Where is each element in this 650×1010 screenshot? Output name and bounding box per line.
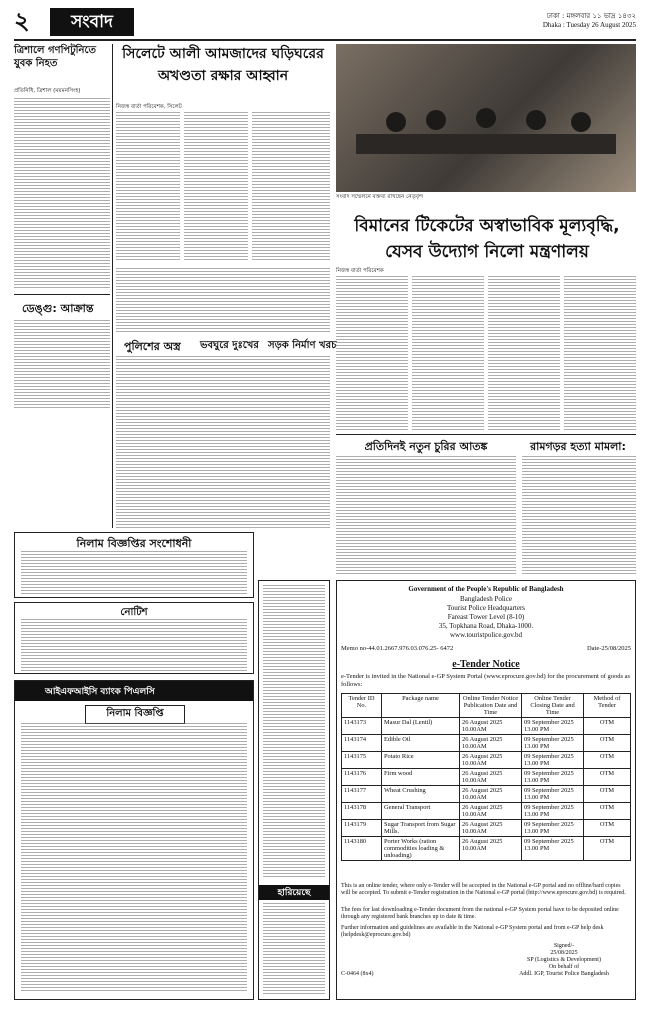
tender-id: 1143175	[342, 752, 382, 769]
bank-name: আইএফআইসি ব্যাংক পিএলসি	[45, 687, 155, 697]
tender-method: OTM	[584, 803, 631, 820]
notice-body	[21, 551, 247, 595]
missing-notice	[258, 580, 330, 1000]
address-line1: Fareast Tower Level (8-10)	[447, 613, 525, 621]
signatory: SP (Logistics & Development)	[527, 957, 601, 963]
divider	[336, 434, 636, 435]
main-headline-line2: অখণ্ডতা রক্ষার আহ্বান	[157, 68, 289, 84]
table-row	[342, 769, 631, 786]
memo-number: Memo no-44.01.2667.976.03.076.25- 6472	[341, 645, 454, 652]
byline: প্রতিনিধি, ত্রিশাল (ময়মনসিংহ)	[14, 88, 81, 94]
closing-date: 09 September 2025 13.00 PM	[522, 803, 584, 820]
tender-method: OTM	[584, 820, 631, 837]
publication-date: 26 August 2025 10.00AM	[460, 752, 522, 769]
ramgarh-headline: রামগড়র হত্যা মামলা:	[530, 440, 626, 453]
tender-id: 1143176	[342, 769, 382, 786]
lead-body	[564, 276, 636, 430]
package-name: Edible Oil	[382, 735, 460, 752]
column-header: Method of Tender	[584, 694, 631, 718]
package-name: Potato Rice	[382, 752, 460, 769]
notice-title: নিলাম বিজ্ঞপ্তির সংশোধনী	[76, 537, 192, 550]
lead-body	[336, 276, 408, 430]
newspaper-logo: সংবাদ	[50, 8, 134, 36]
column-header: Online Tender Closing Date and Time	[522, 694, 584, 718]
publication-date: 26 August 2025 10.00AM	[460, 735, 522, 752]
tender-id: 1143180	[342, 837, 382, 861]
publication-date: 26 August 2025 10.00AM	[460, 803, 522, 820]
notice-box	[14, 602, 254, 674]
lead-byline: নিজস্ব বার্তা পরিবেশক	[336, 268, 384, 274]
main-story-byline: নিজস্ব বার্তা পরিবেশক, সিলেট	[116, 104, 182, 110]
publication-date: 26 August 2025 10.00AM	[460, 786, 522, 803]
main-story-body	[252, 112, 330, 262]
missing-body	[263, 585, 325, 879]
tender-id: 1143178	[342, 803, 382, 820]
main-headline-line1: সিলেটে আলী আমজাদের ঘড়িঘরের	[122, 46, 324, 62]
tender-note: Further information and guidelines are available in the National e-GP System portal and from e-GP help desk (helpdesk@eprocure.gov.bd)	[341, 925, 604, 938]
theft-headline: প্রতিদিনই নতুন চুরির আতঙ্ক	[364, 440, 488, 453]
tender-method: OTM	[584, 718, 631, 735]
bhabaghure-headline: ভবঘুরে দুঃখের	[200, 340, 259, 351]
publication-date: 26 August 2025 10.00AM	[460, 718, 522, 735]
ad-reference: C-0464 (8x4)	[341, 971, 374, 977]
body-text	[14, 320, 110, 410]
main-story-body	[184, 112, 248, 262]
divider	[14, 294, 110, 295]
tender-intro: e-Tender is invited in the National e-GP System Portal (www.eprocure.gov.bd) for the procurement of goods as follows:	[341, 673, 631, 688]
table-row	[342, 752, 631, 769]
closing-date: 09 September 2025 13.00 PM	[522, 735, 584, 752]
lead-headline-line2: যেসব উদ্যোগ নিলো মন্ত্রণালয়	[385, 242, 589, 262]
story-body	[116, 356, 330, 528]
table-row	[342, 837, 631, 861]
closing-date: 09 September 2025 13.00 PM	[522, 752, 584, 769]
signatory-title: Addl. IGP, Tourist Police Bangladesh	[519, 971, 609, 977]
column-divider	[112, 44, 113, 528]
tender-table-header	[342, 694, 631, 718]
signed: Signed/-	[553, 943, 575, 949]
tender-id: 1143173	[342, 718, 382, 735]
left-column	[14, 44, 110, 528]
notice-body	[21, 619, 247, 671]
bank-header	[15, 681, 253, 701]
tender-id: 1143174	[342, 735, 382, 752]
tender-method: OTM	[584, 769, 631, 786]
masthead-rule	[14, 39, 636, 41]
auction-correction-notice	[14, 532, 254, 598]
closing-date: 09 September 2025 13.00 PM	[522, 769, 584, 786]
table-row	[342, 820, 631, 837]
closing-date: 09 September 2025 13.00 PM	[522, 718, 584, 735]
road-headline: সড়ক নির্মাণ খরচ	[268, 340, 337, 351]
date-english: Dhaka : Tuesday 26 August 2025	[542, 21, 636, 29]
lead-headline-line1: বিমানের টিকেটের অস্বাভাবিক মূল্যবৃদ্ধি,	[354, 216, 620, 236]
tender-id: 1143177	[342, 786, 382, 803]
bank-auction-ad	[14, 680, 254, 1000]
masthead	[14, 6, 636, 38]
package-name: Porter Works (ration commodities loading & unloading)	[382, 837, 460, 861]
tender-note: This is an online tender, where only e-Tender will be accepted in the National e-GP portal and no offline/hard copies will be accepted. To submit e-Tender registration in the National e-GP portal (http://www.eprocure.gov.bd) is required.	[341, 883, 626, 896]
story-body	[336, 456, 516, 576]
story-body	[522, 456, 636, 576]
e-tender-notice	[336, 580, 636, 1000]
table-row	[342, 803, 631, 820]
missing-title: হারিয়েছে	[259, 885, 329, 900]
main-story	[116, 44, 330, 104]
closing-date: 09 September 2025 13.00 PM	[522, 837, 584, 861]
notice-title: নোটিশ	[120, 607, 148, 618]
tender-method: OTM	[584, 735, 631, 752]
lead-body	[488, 276, 560, 430]
publication-date: 26 August 2025 10.00AM	[460, 820, 522, 837]
tender-table	[341, 693, 631, 861]
story-headline: ডেঙ্গু: আক্রান্ত	[22, 302, 94, 315]
tender-method: OTM	[584, 837, 631, 861]
news-photo	[336, 44, 636, 192]
table-row	[342, 718, 631, 735]
column-header: Online Tender Notice Publication Date and Time	[460, 694, 522, 718]
memo-date: Date-25/08/2025	[586, 645, 631, 652]
tender-method: OTM	[584, 786, 631, 803]
story-body	[116, 268, 330, 332]
publication-date: 26 August 2025 10.00AM	[460, 837, 522, 861]
date-bengali: ঢাকা : মঙ্গলবার ১১ ভাদ্র ১৪৩২	[546, 12, 636, 20]
tender-title: e-Tender Notice	[452, 659, 520, 670]
main-story-body	[116, 112, 180, 262]
table-row	[342, 735, 631, 752]
package-name: Sugar Transport from Sugar Mills.	[382, 820, 460, 837]
column-header: Package name	[382, 694, 460, 718]
tender-note: The fees for last downloading e-Tender document from the national e-GP System portal have to be deposited online through any registered bank branches up to date & time.	[341, 907, 619, 920]
body-text	[14, 98, 110, 288]
package-name: General Transport	[382, 803, 460, 820]
tender-method: OTM	[584, 752, 631, 769]
package-name: Wheat Crushing	[382, 786, 460, 803]
page-number: ২	[14, 7, 30, 35]
missing-body	[263, 903, 325, 995]
signature-block	[497, 943, 631, 978]
auction-title: নিলাম বিজ্ঞপ্তি	[85, 705, 185, 724]
story-headline: ত্রিশালে গণপিটুনিতে যুবক নিহত	[14, 45, 97, 69]
table-row	[342, 786, 631, 803]
org-hq: Tourist Police Headquarters	[446, 604, 526, 612]
on-behalf: On behalf of	[548, 964, 580, 970]
publication-date: 26 August 2025 10.00AM	[460, 769, 522, 786]
org-name: Bangladesh Police	[460, 595, 512, 603]
police-weapon-headline: পুলিশের অস্ত্র	[124, 340, 181, 353]
address-line2: 35, Topkhana Road, Dhaka-1000.	[438, 622, 534, 630]
gov-line: Government of the People's Republic of Bangladesh	[408, 585, 564, 593]
closing-date: 09 September 2025 13.00 PM	[522, 820, 584, 837]
tender-id: 1143179	[342, 820, 382, 837]
photo-figures	[336, 44, 636, 192]
lead-body	[412, 276, 484, 430]
package-name: Masur Dal (Lentil)	[382, 718, 460, 735]
column-header: Tender ID No.	[342, 694, 382, 718]
package-name: Firm wood	[382, 769, 460, 786]
bank-ad-body	[21, 723, 247, 993]
closing-date: 09 September 2025 13.00 PM	[522, 786, 584, 803]
photo-caption: সংবাদ সম্মেলনে বক্তব্য রাখছেন নেতৃবৃন্দ	[336, 194, 424, 200]
website-link[interactable]: www.touristpolice.gov.bd	[450, 631, 522, 639]
signature-date: 25/08/2025	[550, 950, 578, 956]
